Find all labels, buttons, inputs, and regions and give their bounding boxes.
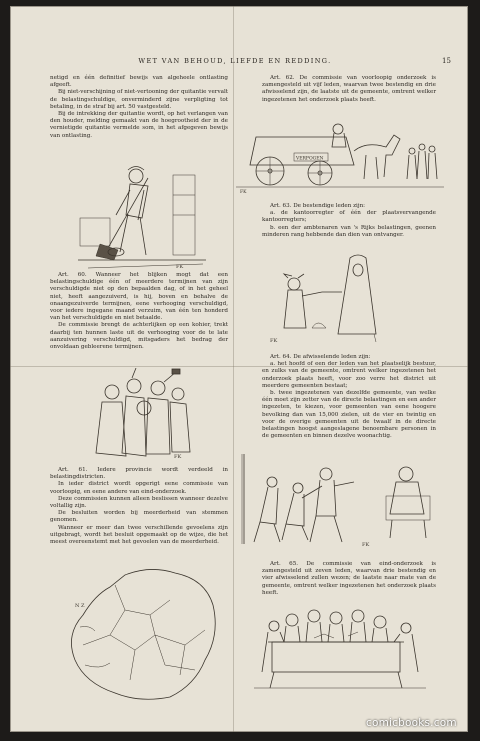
article-61-opinions: Wanneer er meer dan twee verschillende gevoelens zijn uitgebragt, wordt het besluit opgemaakt op de wijze, die het meest overeenstemt met het gevoelen van de meerderheid. [50,524,228,546]
left-text-top [50,75,228,140]
signature-coach: FK [240,190,247,195]
article-61-majority: De besluiten worden bij meerderheid van stemmen genomen. [50,510,228,524]
article-63-item-b: b. een der ambtenaren van 's Rijks belastingen, geenen minderen rang hebbende dan dien van ontvanger. [262,224,436,238]
map-illustration [55,565,223,705]
article-64-item-b: b. twee ingezetenen van dezelfde gemeente, van welke één moet zijn zetter van de directe belastingen en een ander ingezeten, te kiezen, voor gemeenten van eene hoogere bevolking dan van 15,000 zielen, uit de vier en twintig en voor de overige gemeenten uit de twaalf in de directe belastingen hoogst aangeslagene benoembare personen in de gemeenten en binnen dezelve woonachtig. [262,390,436,440]
committee-illustration [254,600,426,692]
article-62-text: Art. 62. De commissie van voorloopig onderzoek is zamengesteld uit vijf leden, waarvan twee bestendig en drie afwisselend zijn, de laatste uit de gemeente, omtrent welker ingezetenen het onderzoek plaats heeft. [262,75,436,103]
signature-struggle: FK [362,542,370,548]
struggle-illustration [236,452,444,550]
article-61 [50,467,228,546]
vertical-fold-line [233,6,234,732]
article-61-text: Art. 61. Iedere provincie wordt verdeeld in belastingdistricten. [50,467,228,481]
page-number: 15 [442,57,451,65]
article-63-text: Art. 63. De bestendige leden zijn: [270,203,366,209]
article-62 [262,75,436,104]
article-60-text: Art. 60. Wanneer het blijken mogt dat een belastingschuldige één of meerdere termijnen van zijn verschuldigde niet op den bepaalden dag, of in het geheel niet, heeft aangezuiverd, is hij, boven en behalve de onaangezuiverde termijnen, eene verhooging verschuldigd, voor iedere ingegane maand verzuim, van één ten honderd van het verschuldigde en niet betaalde. [50,272,228,322]
article-65-text: Art. 65. De commissie van eind-onderzoek is zamengesteld uit zeven leden, waarvan drie bestendig en vier afwisselend zullen wezen; de laatste naar mate van de gemeente, omtrent welker ingezetenen het onderzoek plaats heeft. [262,561,436,596]
article-60 [50,272,228,351]
svg-text:N Z: N Z [75,603,85,609]
coach-sign-text: VERPOGEN [296,156,324,162]
article-63-item-a: a. de kantoorregter of één der plaatsvervangende kantoorregters; [262,210,436,224]
article-64-item-a: a. het hoofd of een der leden van het plaatselijk bestuur, en zulks van de gemeente, omtrent welker ingezetenen het onderzoek plaats heeft, voor zoo verre het district uit meerdere gemeenten bestaat; [262,361,436,389]
article-60-continued: De commissie brengt de achterlijken op een kohier, trekt daarbij ten hunnen laste uit de verhooging voor de te late aanzuivering verschuldigd, mitsgaders het bedrag der onvoldaan gebleerene termijnen. [50,322,228,351]
intro-text: netigd en één definitief bewijs van algeheele ontlasting afgeeft. [50,75,228,89]
coach-illustration [236,115,444,195]
page-header: WET VAN BEHOUD, LIEFDE EN REDDING. [138,57,332,65]
group-illustration [82,368,200,460]
signature-sweeper: FK [176,264,184,270]
paragraph-withdrawal: Bij de intrekking der quitantie wordt, op het verlangen van den houder, melding gemaakt van de hoegrootheid der in de vernietigde quitantie vermelde som, in het afgegeven bewijs van ontlasting. [50,111,228,139]
signature-official: FK [270,338,278,344]
article-65 [262,561,436,597]
article-64 [262,354,436,440]
paragraph-nonappearance: Bij niet-verschijning of niet-vertooning der quitantie vervalt de belastingschuldige, onverminderd zijne verpligting tot betaling, in de straf bij art. 50 vastgesteld. [50,89,228,110]
watermark: comicbooks.com [366,717,457,729]
article-61-commissions: In ieder district wordt opgerigt eene commissie van voorloopig, en eene andere van eind-onderzoek. [50,481,228,495]
official-illustration [262,248,392,346]
article-64-text: Art. 64. De afwisselende leden zijn: [270,354,371,360]
sweeper-illustration [78,160,208,272]
article-61-quorum: Deze commissien kunnen alleen beslissen wanneer dezelve voltallig zijn. [50,495,228,510]
signature-group: FK [174,454,182,460]
article-63 [262,203,436,239]
